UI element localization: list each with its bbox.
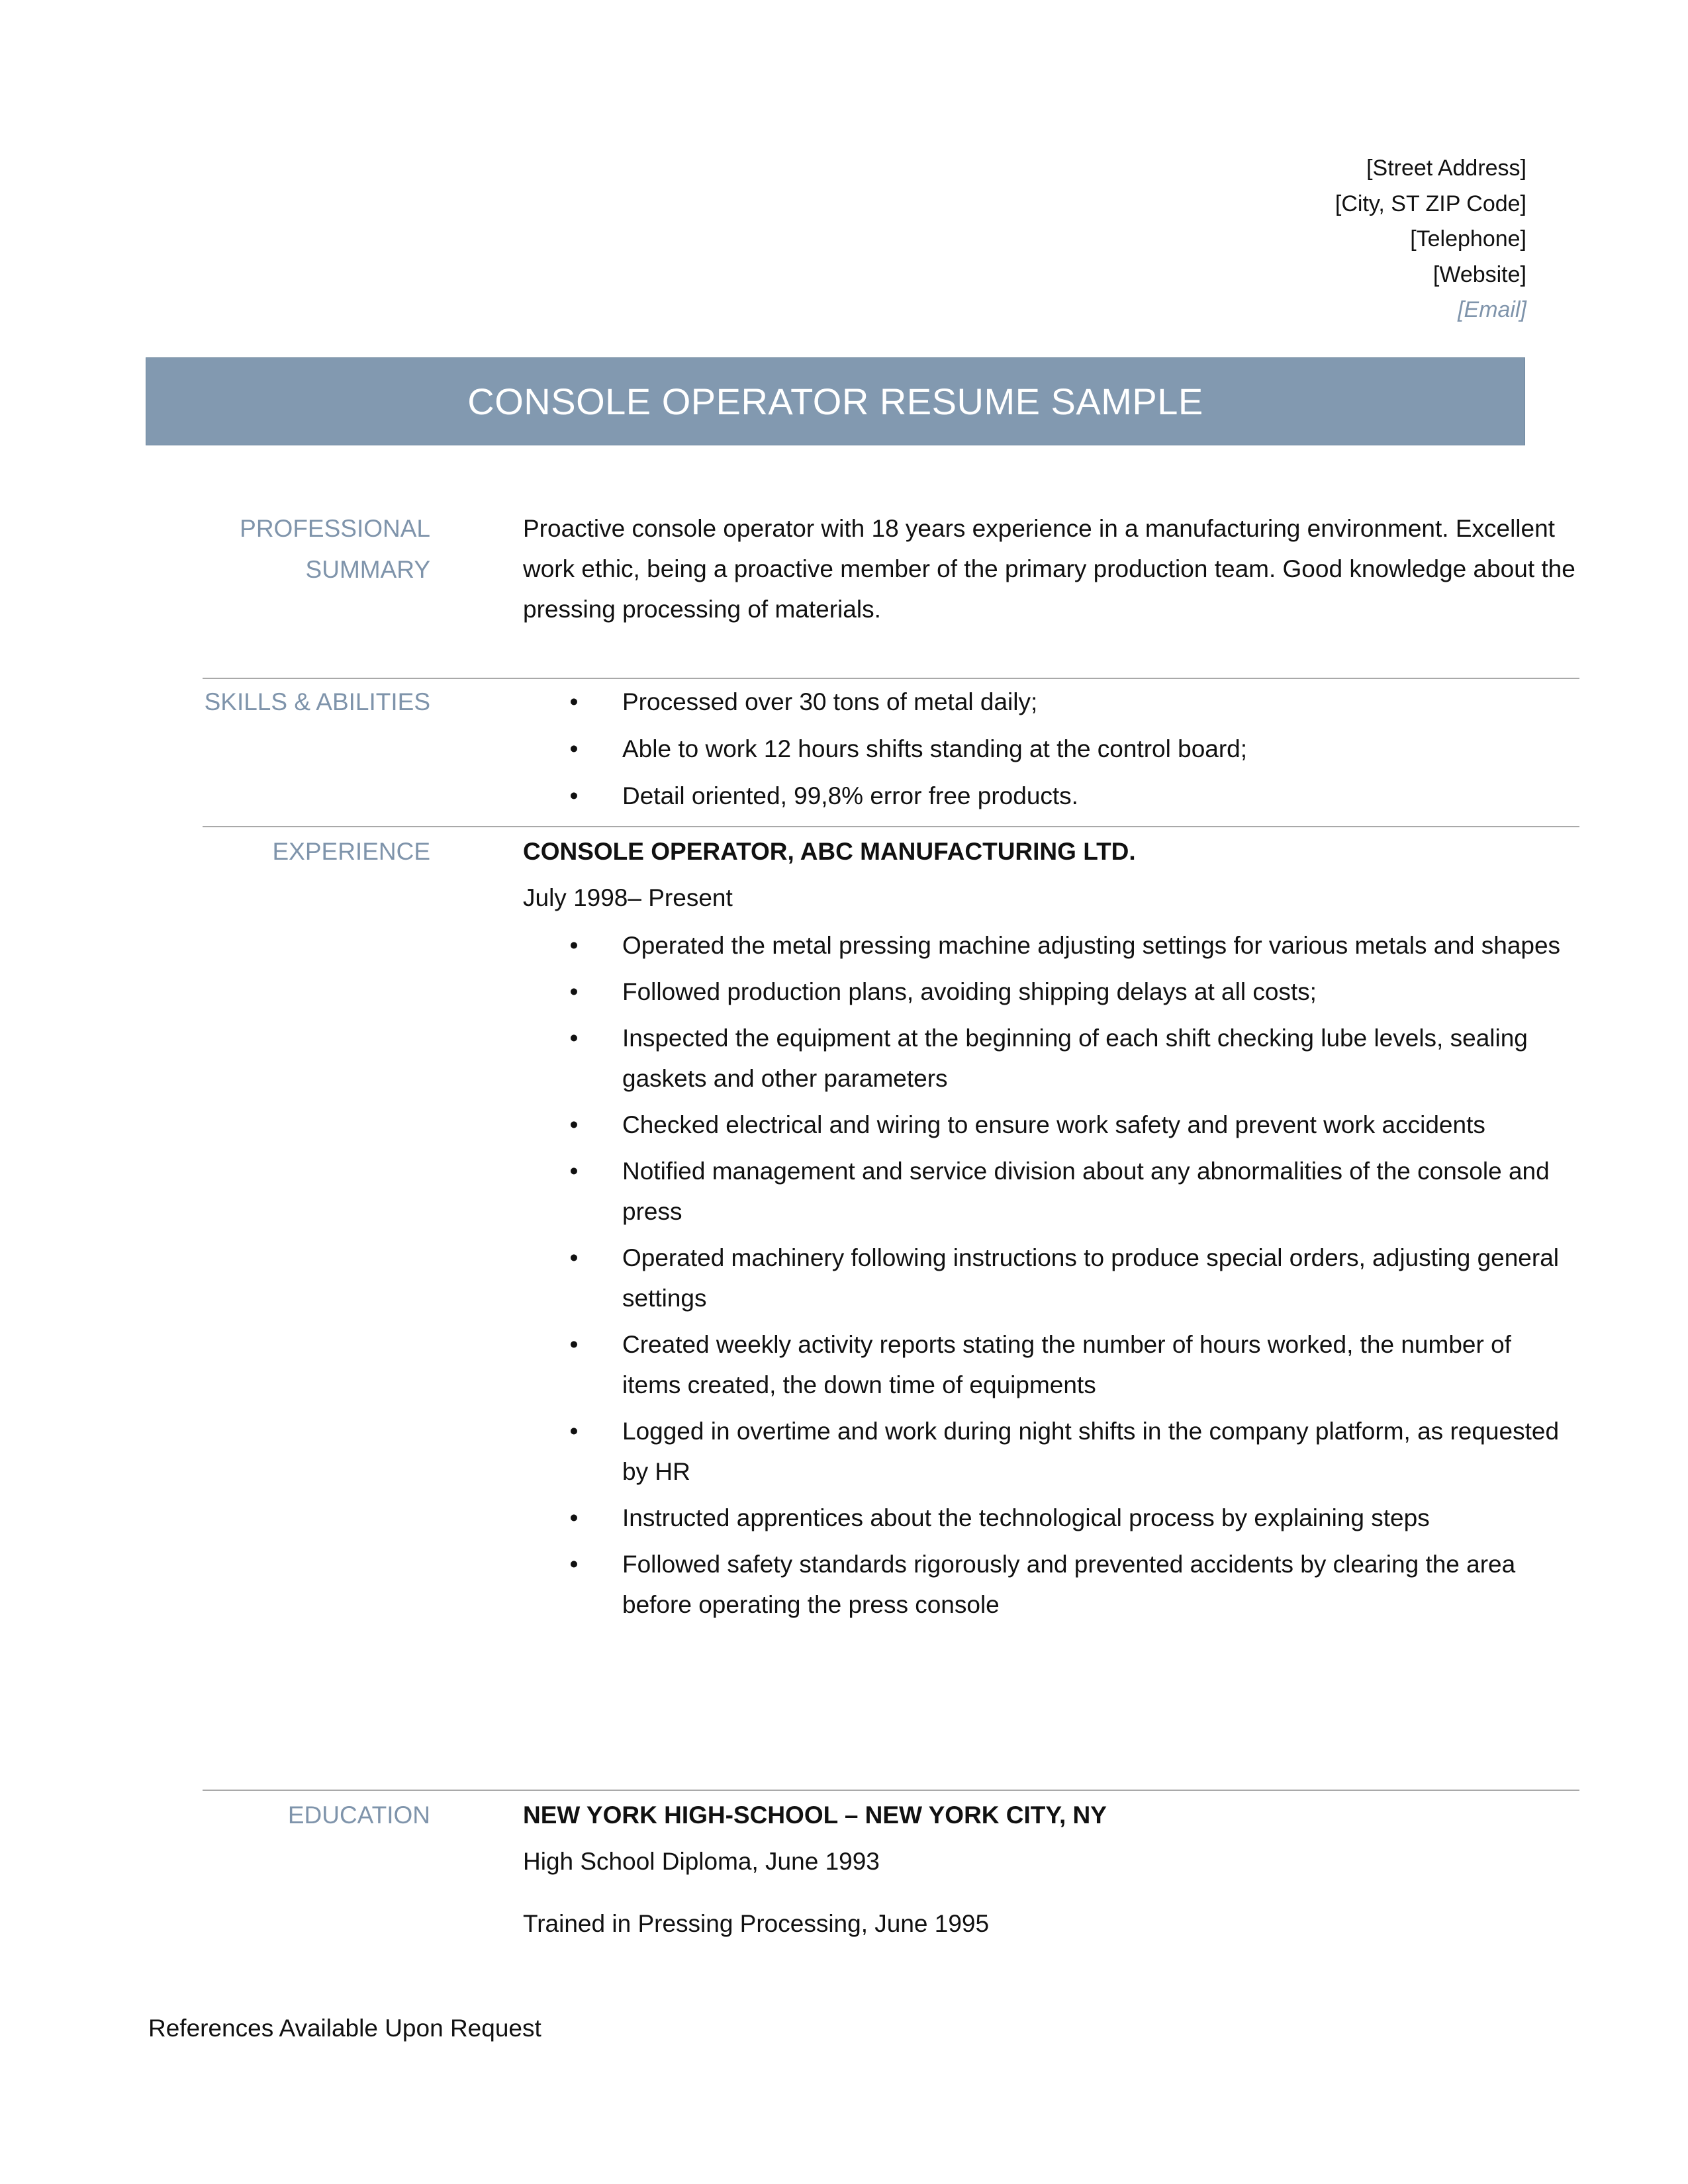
bullet-icon: • xyxy=(569,1331,579,1358)
contact-block xyxy=(1335,151,1526,328)
job-title: CONSOLE OPERATOR, ABC MANUFACTURING LTD. xyxy=(523,838,1136,865)
summary-label-line1: PROFESSIONAL xyxy=(240,515,430,542)
list-item xyxy=(523,972,1562,1012)
education-label: EDUCATION xyxy=(287,1801,430,1829)
resume-title: CONSOLE OPERATOR RESUME SAMPLE xyxy=(467,381,1203,422)
bullet-icon: • xyxy=(569,782,579,809)
telephone: [Telephone] xyxy=(1410,226,1526,251)
duty-text: Checked electrical and wiring to ensure work safety and prevent work accidents xyxy=(622,1111,1485,1138)
summary-text: Proactive console operator with 18 years experience in a manufacturing environment. Excellent work ethic, being a proactive member of the primary production team. Good knowledge about the pressing processing of materials. xyxy=(523,515,1575,623)
list-item xyxy=(523,1498,1562,1538)
duty-text: Logged in overtime and work during night shifts in the company platform, as requested by HR xyxy=(622,1418,1560,1485)
bullet-icon: • xyxy=(569,688,579,715)
summary-label xyxy=(203,508,430,590)
diploma: High School Diploma, June 1993 xyxy=(523,1848,880,1875)
bullet-icon: • xyxy=(569,1551,579,1578)
city-state-zip: [City, ST ZIP Code] xyxy=(1335,191,1526,216)
bullet-icon: • xyxy=(569,1418,579,1445)
duty-text: Followed production plans, avoiding shipping delays at all costs; xyxy=(622,978,1317,1005)
duty-text: Operated machinery following instructions to produce special orders, adjusting general settings xyxy=(622,1244,1559,1312)
section-divider xyxy=(203,678,1579,679)
list-item xyxy=(523,1544,1562,1625)
list-item xyxy=(523,1238,1562,1318)
bullet-icon: • xyxy=(569,1024,579,1052)
skill-text: Able to work 12 hours shifts standing at the control board; xyxy=(622,735,1248,762)
duty-text: Instructed apprentices about the technological process by explaining steps xyxy=(622,1504,1430,1531)
references-note: References Available Upon Request xyxy=(148,2015,541,2042)
training: Trained in Pressing Processing, June 1995 xyxy=(523,1910,990,1937)
skill-text: Processed over 30 tons of metal daily; xyxy=(622,688,1038,715)
website: [Website] xyxy=(1432,261,1526,287)
job-dates: July 1998– Present xyxy=(523,884,733,911)
list-item xyxy=(523,776,1562,816)
skill-text: Detail oriented, 99,8% error free products. xyxy=(622,782,1078,809)
duty-text: Notified management and service division about any abnormalities of the console and press xyxy=(622,1158,1550,1225)
bullet-icon: • xyxy=(569,1244,579,1271)
section-divider xyxy=(203,826,1579,827)
skills-content xyxy=(523,682,1609,823)
list-item xyxy=(523,1324,1562,1405)
education-content xyxy=(523,1795,1609,1944)
duty-text: Operated the metal pressing machine adjusting settings for various metals and shapes xyxy=(622,932,1561,959)
experience-label: EXPERIENCE xyxy=(272,838,430,865)
bullet-icon: • xyxy=(569,1111,579,1138)
list-item xyxy=(523,1411,1562,1492)
skills-list xyxy=(523,682,1609,816)
experience-list xyxy=(523,925,1609,1625)
duty-text: Inspected the equipment at the beginning of each shift checking lube levels, sealing gaskets and other parameters xyxy=(622,1024,1528,1092)
bullet-icon: • xyxy=(569,735,579,762)
duty-text: Followed safety standards rigorously and prevented accidents by clearing the area before operating the press console xyxy=(622,1551,1516,1618)
email: [Email] xyxy=(1458,297,1526,322)
list-item xyxy=(523,1018,1562,1099)
bullet-icon: • xyxy=(569,932,579,959)
bullet-icon: • xyxy=(569,1504,579,1531)
school-name: NEW YORK HIGH-SCHOOL – NEW YORK CITY, NY xyxy=(523,1801,1107,1829)
list-item xyxy=(523,682,1562,722)
list-item xyxy=(523,925,1562,966)
list-item xyxy=(523,1151,1562,1232)
duty-text: Created weekly activity reports stating the number of hours worked, the number of items created, the down time of equipments xyxy=(622,1331,1511,1398)
list-item xyxy=(523,1105,1562,1145)
list-item xyxy=(523,729,1562,769)
bullet-icon: • xyxy=(569,1158,579,1185)
summary-label-line2: SUMMARY xyxy=(305,556,430,583)
experience-content xyxy=(523,831,1609,1631)
bullet-icon: • xyxy=(569,978,579,1005)
title-banner xyxy=(146,357,1525,445)
street-address: [Street Address] xyxy=(1366,156,1526,181)
skills-label: SKILLS & ABILITIES xyxy=(204,688,430,715)
section-divider xyxy=(203,1790,1579,1791)
